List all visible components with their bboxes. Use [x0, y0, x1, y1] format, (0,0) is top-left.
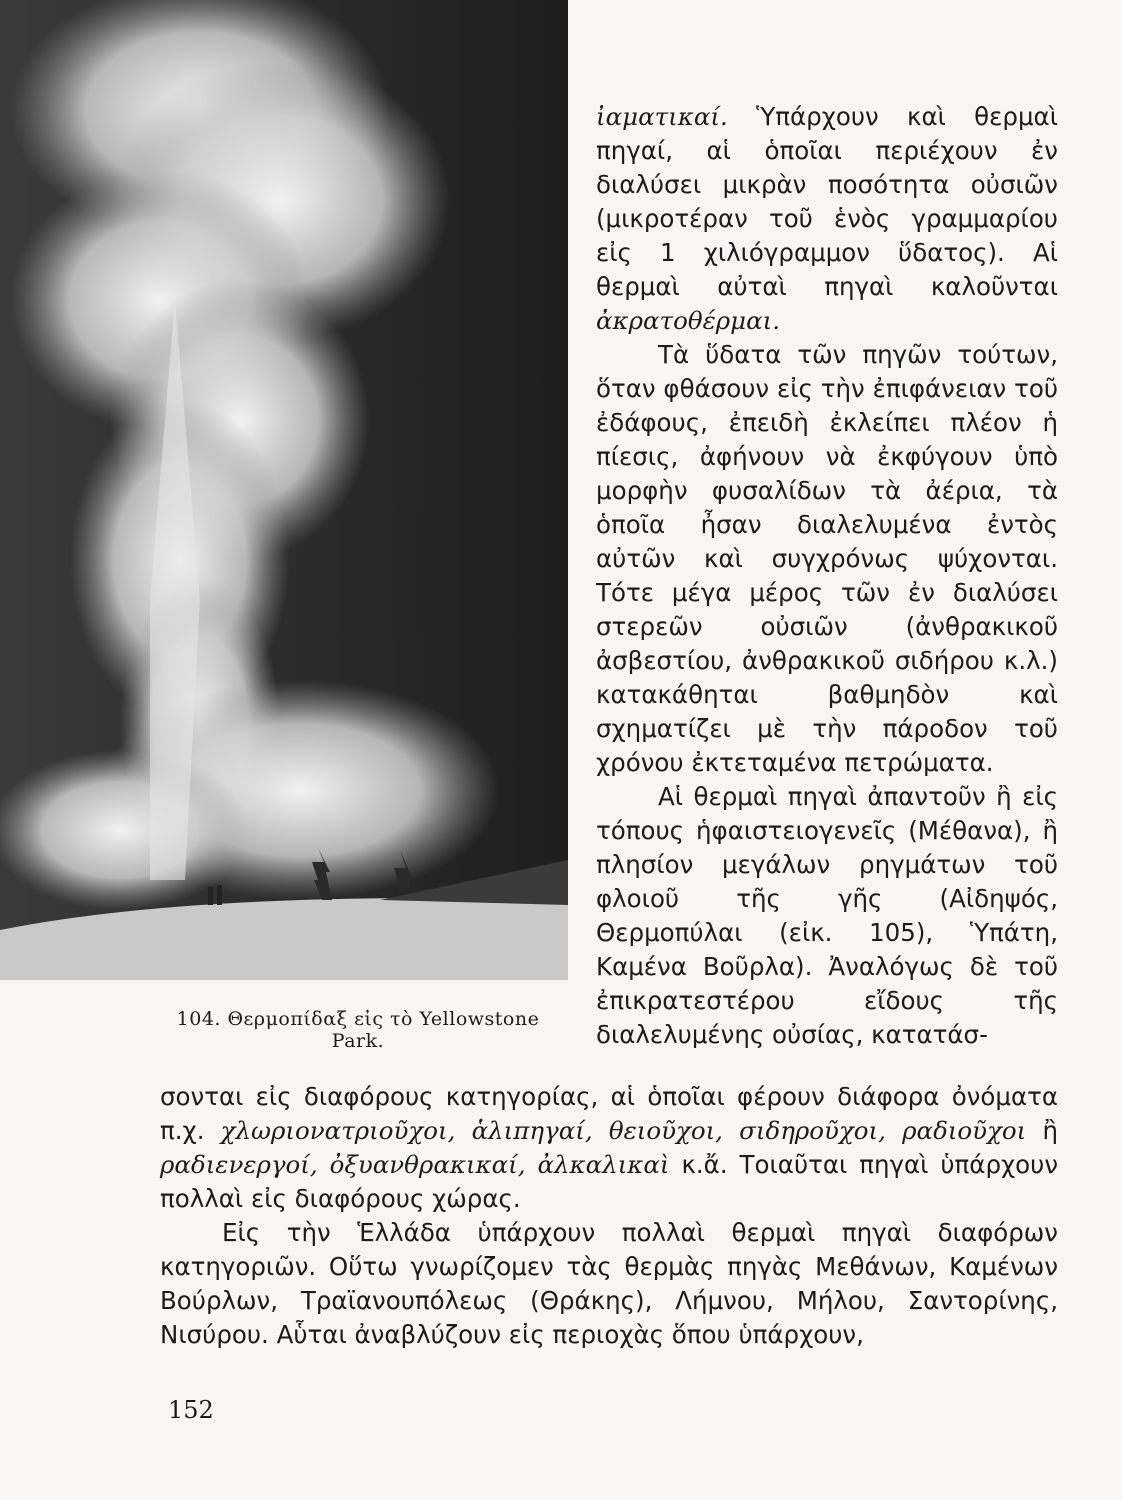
italic-term-akratothermai: ἀκρατοθέρμαι. — [596, 306, 781, 335]
italic-term-iamatikai: ἰαματικαί. — [596, 102, 728, 131]
caption-line-2: Park. — [331, 1030, 385, 1052]
italic-spring-types: χλωριονατριοῦχοι, ἁλιπηγαί, θειοῦχοι, σιδηροῦχοι, ραδιοῦχοι — [220, 1116, 1027, 1145]
p3-cont-a: σονται εἰς διαφόρους κατηγορίας, αἱ ὁποῖαι φέρουν διάφορα ὀνόματα π.χ. — [160, 1082, 1058, 1145]
page-number: 152 — [168, 1396, 214, 1424]
geyser-illustration — [0, 0, 568, 980]
paragraph-1 — [596, 100, 1058, 338]
p3-cont-b: ἢ — [1026, 1116, 1058, 1145]
paragraph-3-continued — [160, 1080, 1058, 1216]
geyser-photo — [0, 0, 568, 980]
paragraph-1-body: Ὑπάρχουν καὶ θερμαὶ πηγαί, αἱ ὁποῖαι περιέχουν ἐν διαλύσει μικρὰν ποσότητα οὐσιῶν (μικροτέραν τοῦ ἑνὸς γραμμαρίου εἰς 1 χιλιόγραμμον ὕδατος). Αἱ θερμαὶ αὐταὶ πηγαὶ καλοῦνται — [596, 102, 1058, 301]
caption-line-1: 104. Θερμοπίδαξ εἰς τὸ Yellowstone — [176, 1008, 540, 1030]
p3-cont-c: κ.ἄ. Τοιαῦται πηγαὶ ὑπάρχουν πολλαὶ εἰς διαφόρους χώρας. — [160, 1150, 1058, 1213]
paragraph-2: Τὰ ὕδατα τῶν πηγῶν τούτων, ὅταν φθάσουν εἰς τὴν ἐπιφάνειαν τοῦ ἐδάφους, ἐπειδὴ ἐκλείπει πλέον ἡ πίεσις, ἀφήνουν νὰ ἐκφύγουν ὑπὸ μορφὴν φυσαλίδων τὰ ἀέρια, τὰ ὁποῖα ἦσαν διαλελυμένα ἐντὸς αὐτῶν καὶ συγχρόνως ψύχονται. Τότε μέγα μέρος τῶν ἐν διαλύσει στερεῶν οὐσιῶν (ἀνθρακικοῦ ἀσβεστίου, ἀνθρακικοῦ σιδήρου κ.λ.) κατακάθηται βαθμηδὸν καὶ σχηματίζει μὲ τὴν πάροδον τοῦ χρόνου ἐκτεταμένα πετρώματα. — [596, 340, 1058, 777]
italic-spring-types-2: ραδιενεργοί, ὀξυανθρακικαί, ἀλκαλικαὶ — [160, 1150, 670, 1179]
figure-caption — [150, 1008, 566, 1052]
full-width-text — [160, 1080, 1058, 1352]
right-column-text — [596, 100, 1058, 1052]
paragraph-4: Εἰς τὴν Ἑλλάδα ὑπάρχουν πολλαὶ θερμαὶ πηγαὶ διαφόρων κατηγοριῶν. Οὕτω γνωρίζομεν τὰς θερμὰς πηγὰς Μεθάνων, Καμένων Βούρλων, Τραϊανουπόλεως (Θράκης), Λήμνου, Μήλου, Σαντορίνης, Νισύρου. Αὗται ἀναβλύζουν εἰς περιοχὰς ὅπου ὑπάρχουν, — [160, 1218, 1058, 1349]
paragraph-3: Αἱ θερμαὶ πηγαὶ ἀπαντοῦν ἢ εἰς τόπους ἡφαιστειογενεῖς (Μέθανα), ἢ πλησίον μεγάλων ρηγμάτων τοῦ φλοιοῦ τῆς γῆς (Αἰδηψός, Θερμοπύλαι (εἰκ. 105), Ὑπάτη, Καμένα Βοῦρλα). Ἀναλόγως δὲ τοῦ ἐπικρατεστέρου εἴδους τῆς διαλελυμένης οὐσίας, κατατάσ- — [596, 782, 1058, 1049]
